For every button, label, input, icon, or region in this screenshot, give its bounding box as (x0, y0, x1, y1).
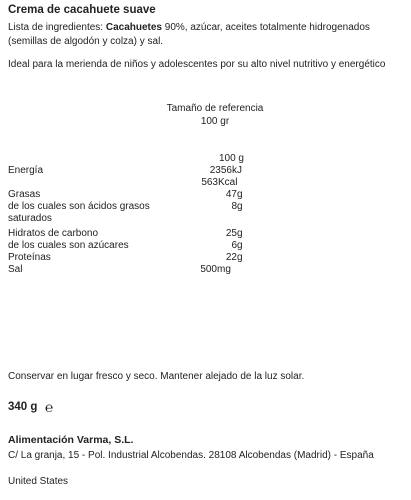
nutrition-row-unit: kJ (232, 165, 242, 176)
nutrition-row-label: Sal (8, 264, 23, 275)
storage-instructions: Conservar en lugar fresco y seco. Mantener alejado de la luz solar. (8, 371, 305, 382)
nutrition-row-value: 563 (201, 177, 218, 188)
product-description: Ideal para la merienda de niños y adolescentes por su alto nivel nutritivo y energético (8, 59, 386, 70)
nutrition-row-value: 47 (225, 189, 237, 200)
nutrition-row-label: Proteínas (8, 252, 51, 263)
nutrition-row-value: 25 (225, 228, 237, 239)
nutrition-row-value: 6 (231, 240, 237, 251)
nutrition-column-header: 100 g (218, 153, 244, 164)
nutrition-row-value: 22 (225, 252, 237, 263)
nutrition-row-value: 8 (231, 201, 237, 212)
manufacturer-name: Alimentación Varma, S.L. (8, 434, 134, 446)
net-weight: 340 g (8, 401, 38, 413)
product-title: Crema de cacahuete suave (8, 4, 156, 16)
nutrition-row-label: de los cuales son ácidos grasos (8, 201, 150, 212)
nutrition-row-label: Grasas (8, 189, 41, 200)
ingredients-list (8, 21, 403, 48)
nutrition-row-unit: g (237, 252, 243, 263)
nutrition-row-value: 500 (200, 264, 217, 275)
nutrition-row-unit: g (237, 228, 243, 239)
nutrition-row-unit: mg (217, 264, 231, 275)
nutrition-row-unit: g (237, 201, 243, 212)
nutrition-row-unit: Kcal (218, 177, 238, 188)
nutrition-row-value: 2356 (209, 165, 232, 176)
ingredients-rest: 90%, azúcar, aceites totalmente hidrogenados (semillas de algodón y colza) y sal. (8, 22, 370, 47)
nutrition-row-label: saturados (8, 213, 52, 224)
nutrition-row-label: Energía (8, 165, 44, 176)
estimated-sign-icon: ℮ (45, 399, 54, 415)
nutrition-row-unit: g (237, 240, 243, 251)
reference-size-label: Tamaño de referencia (166, 103, 264, 114)
manufacturer-address: C/ La granja, 15 - Pol. Industrial Alcobendas. 28108 Alcobendas (Madrid) - España (8, 450, 374, 461)
ingredients-main: Cacahuetes (105, 22, 162, 33)
reference-size-value: 100 gr (200, 116, 230, 127)
ingredients-prefix: Lista de ingredientes: (8, 22, 106, 33)
nutrition-row-label: de los cuales son azúcares (8, 240, 129, 251)
nutrition-row-label: Hidratos de carbono (8, 228, 99, 239)
nutrition-row-unit: g (237, 189, 243, 200)
country-of-origin: United States (8, 476, 69, 487)
